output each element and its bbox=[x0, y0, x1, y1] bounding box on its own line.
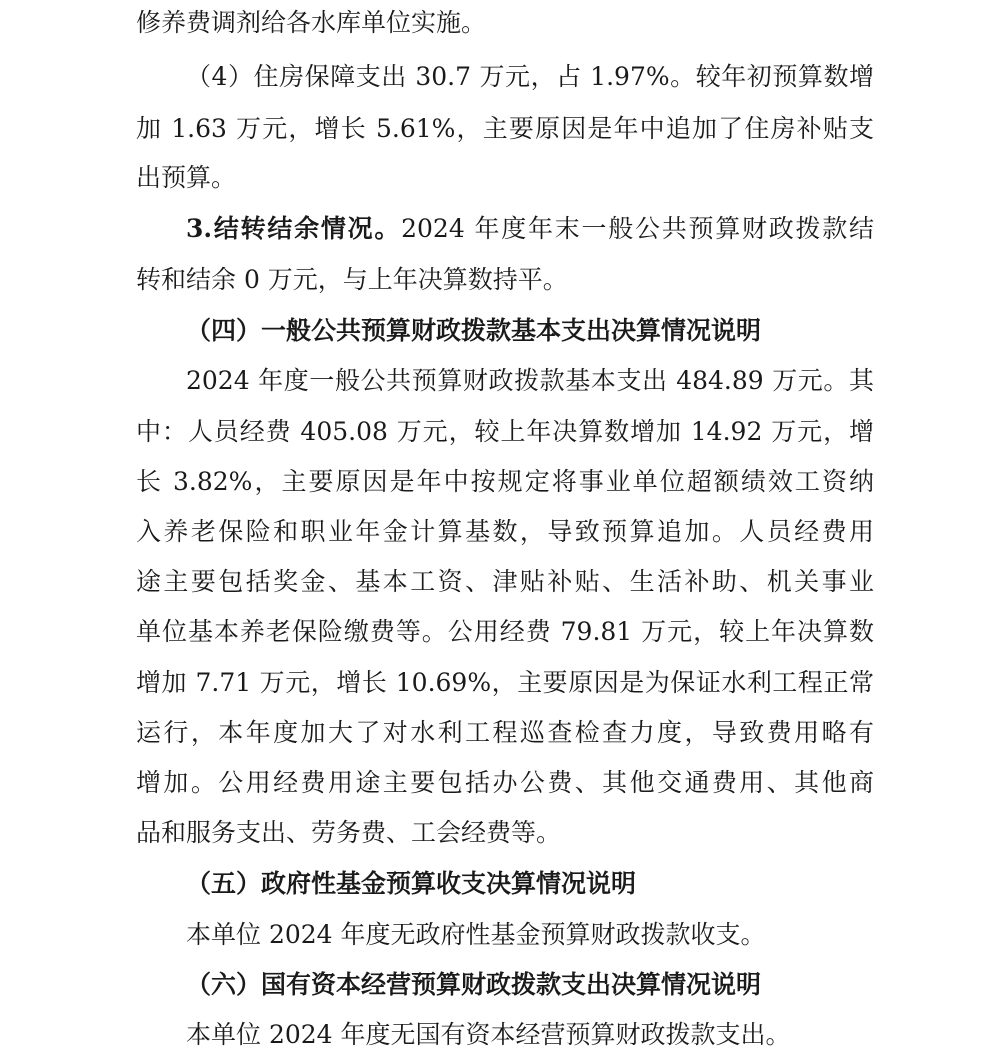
paragraph-line: 单位基本养老保险缴费等。公用经费 79.81 万元，较上年决算数 bbox=[136, 617, 874, 646]
paragraph-line: 中：人员经费 405.08 万元，较上年决算数增加 14.92 万元，增 bbox=[136, 417, 874, 446]
paragraph-line: 长 3.82%，主要原因是年中按规定将事业单位超额绩效工资纳 bbox=[136, 467, 874, 496]
paragraph-line: 本单位 2024 年度无国有资本经营预算财政拨款支出。 bbox=[186, 1020, 791, 1049]
paragraph-line: 转和结余 0 万元，与上年决算数持平。 bbox=[136, 265, 568, 294]
paragraph-line: 运行，本年度加大了对水利工程巡查检查力度，导致费用略有 bbox=[136, 718, 874, 747]
section-lead: 3.结转结余情况。 bbox=[186, 214, 402, 243]
paragraph-line: 修养费调剂给各水库单位实施。 bbox=[136, 8, 487, 37]
paragraph-text: 2024 年度年末一般公共预算财政拨款结 bbox=[401, 214, 874, 243]
paragraph-line: 品和服务支出、劳务费、工会经费等。 bbox=[136, 818, 562, 847]
section-heading: （五）政府性基金预算收支决算情况说明 bbox=[186, 869, 637, 898]
paragraph-line: （4）住房保障支出 30.7 万元，占 1.97%。较年初预算数增 bbox=[186, 62, 874, 91]
paragraph-line: 入养老保险和职业年金计算基数，导致预算追加。人员经费用 bbox=[136, 517, 874, 546]
section-heading: （六）国有资本经营预算财政拨款支出决算情况说明 bbox=[186, 970, 762, 999]
paragraph-line bbox=[186, 214, 874, 244]
section-heading: （四）一般公共预算财政拨款基本支出决算情况说明 bbox=[186, 316, 762, 345]
paragraph-line: 增加 7.71 万元，增长 10.69%，主要原因是为保证水利工程正常 bbox=[136, 668, 874, 697]
paragraph-line: 途主要包括奖金、基本工资、津贴补贴、生活补助、机关事业 bbox=[136, 567, 874, 596]
paragraph-line: 2024 年度一般公共预算财政拨款基本支出 484.89 万元。其 bbox=[186, 366, 874, 395]
paragraph-line: 本单位 2024 年度无政府性基金预算财政拨款收支。 bbox=[186, 920, 766, 949]
paragraph-line: 增加。公用经费用途主要包括办公费、其他交通费用、其他商 bbox=[136, 768, 874, 797]
paragraph-line: 加 1.63 万元，增长 5.61%，主要原因是年中追加了住房补贴支 bbox=[136, 114, 874, 143]
paragraph-line: 出预算。 bbox=[136, 163, 237, 192]
